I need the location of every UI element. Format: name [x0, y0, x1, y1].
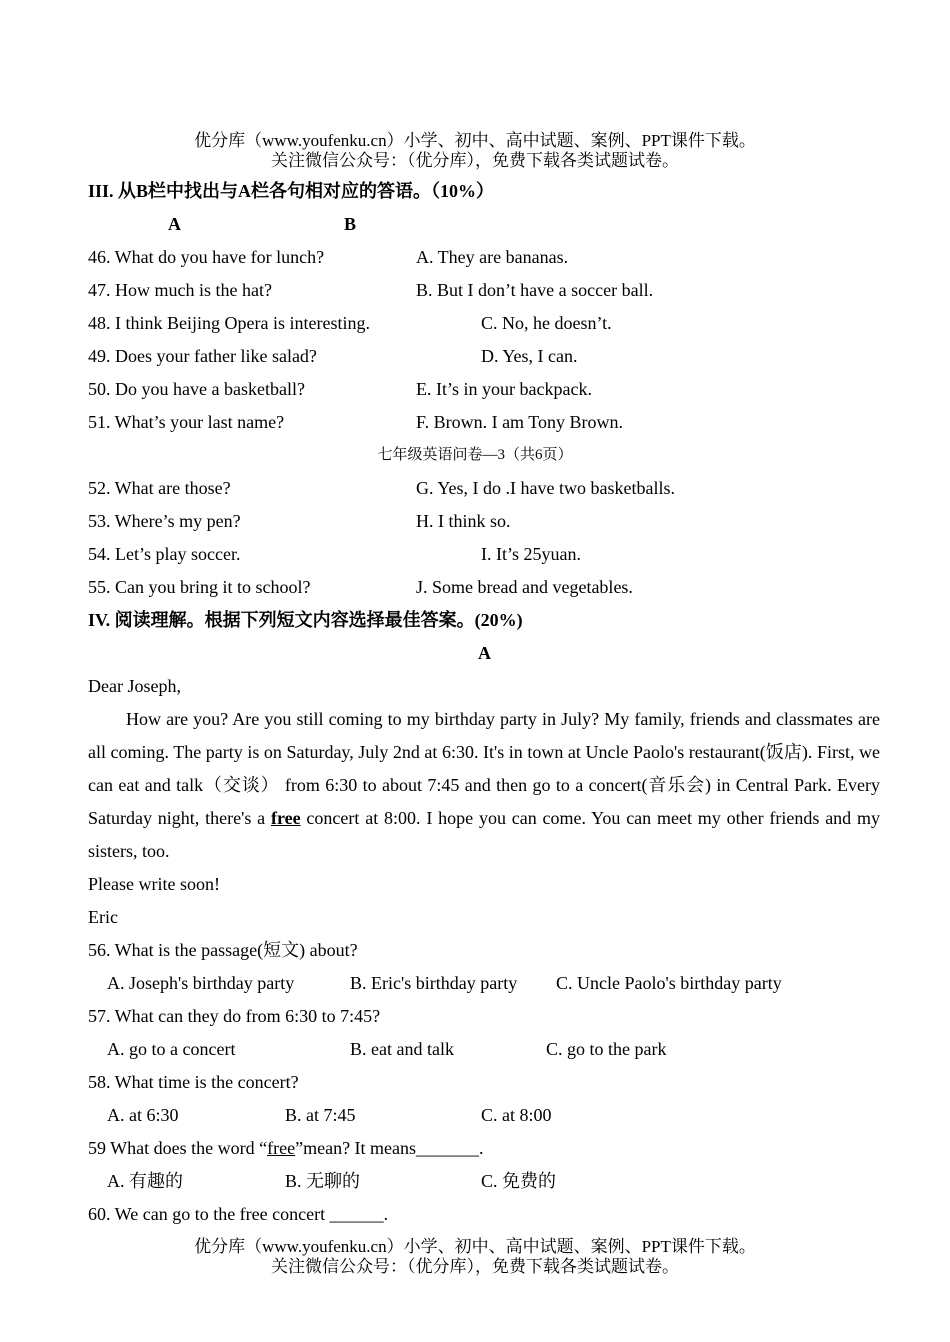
question-56: 56. What is the passage(短文) about?: [88, 940, 358, 960]
match-answer-a: A. They are bananas.: [416, 247, 569, 267]
match-answer-f: F. Brown. I am Tony Brown.: [416, 412, 623, 432]
letter-body: [88, 703, 880, 868]
passage-label: A: [478, 643, 491, 663]
column-a-header: A: [168, 214, 181, 234]
match-question-50: 50. Do you have a basketball?: [88, 379, 305, 399]
match-answer-g: G. Yes, I do .I have two basketballs.: [416, 478, 675, 498]
match-question-46: 46. What do you have for lunch?: [88, 247, 325, 267]
question-59: [88, 1137, 484, 1159]
question-60: 60. We can go to the free concert ______.: [88, 1204, 389, 1224]
match-question-49: 49. Does your father like salad?: [88, 346, 317, 366]
letter-greeting: Dear Joseph,: [88, 676, 181, 696]
match-answer-c: C. No, he doesn’t.: [481, 313, 612, 333]
q59-option-b: B. 无聊的: [285, 1171, 361, 1191]
match-answer-b: B. But I don’t have a soccer ball.: [416, 280, 654, 300]
q57-option-b: B. eat and talk: [350, 1039, 454, 1059]
letter-body-part-2: concert at 8:00. I hope you can come. You can meet my other friends and my sisters, too.: [88, 808, 881, 861]
match-answer-d: D. Yes, I can.: [481, 346, 578, 366]
section-4-title: IV. 阅读理解。根据下列短文内容选择最佳答案。(20%): [88, 610, 523, 630]
q59-option-c: C. 免费的: [481, 1171, 557, 1191]
match-answer-h: H. I think so.: [416, 511, 511, 531]
page-footer: 七年级英语问卷—3（共6页）: [377, 447, 573, 463]
match-question-55: 55. Can you bring it to school?: [88, 577, 311, 597]
q56-option-a: A. Joseph's birthday party: [107, 973, 295, 993]
free-word: free: [270, 808, 301, 828]
q56-option-b: B. Eric's birthday party: [350, 973, 518, 993]
match-question-47: 47. How much is the hat?: [88, 280, 272, 300]
q57-option-c: C. go to the park: [546, 1039, 667, 1059]
q56-option-c: C. Uncle Paolo's birthday party: [556, 973, 782, 993]
match-question-53: 53. Where’s my pen?: [88, 511, 241, 531]
question-58: 58. What time is the concert?: [88, 1072, 299, 1092]
letter-body-part-1: How are you? Are you still coming to my birthday party in July? My family, friends and classmates are all coming. The party is on Saturday, July 2nd at 6:30. It's in town at Uncle Paolo's restaurant(饭店). First, we can eat and talk（交谈） from 6:30 to about 7:45 and then go to a concert(音乐会) in Central Park. Every Saturday night, there's a: [88, 709, 880, 828]
column-b-header: B: [344, 214, 357, 234]
q59-text-post: ”mean? It means_______.: [295, 1138, 484, 1158]
q58-option-a: A. at 6:30: [107, 1105, 179, 1125]
letter-closing: Please write soon!: [88, 874, 220, 894]
q59-option-a: A. 有趣的: [107, 1171, 183, 1191]
q58-option-c: C. at 8:00: [481, 1105, 552, 1125]
match-answer-e: E. It’s in your backpack.: [416, 379, 592, 399]
q59-free-word: free: [267, 1138, 296, 1158]
q59-text-pre: 59 What does the word “: [88, 1138, 268, 1158]
header-line-1: 优分库（www.youfenku.cn）小学、初中、高中试题、案例、PPT课件下载。: [194, 131, 756, 150]
header-line-2: 关注微信公众号：（优分库），免费下载各类试题试卷。: [271, 151, 679, 170]
letter-signature: Eric: [88, 907, 118, 927]
match-answer-j: J. Some bread and vegetables.: [416, 577, 633, 597]
match-question-52: 52. What are those?: [88, 478, 231, 498]
section-3-title: III. 从B栏中找出与A栏各句相对应的答语。（10%）: [88, 181, 495, 201]
footer-line-1: 优分库（www.youfenku.cn）小学、初中、高中试题、案例、PPT课件下载。: [194, 1237, 756, 1256]
match-question-51: 51. What’s your last name?: [88, 412, 285, 432]
match-question-54: 54. Let’s play soccer.: [88, 544, 241, 564]
match-question-48: 48. I think Beijing Opera is interesting.: [88, 313, 370, 333]
match-answer-i: I. It’s 25yuan.: [481, 544, 581, 564]
footer-line-2: 关注微信公众号：（优分库），免费下载各类试题试卷。: [271, 1257, 679, 1276]
q57-option-a: A. go to a concert: [107, 1039, 236, 1059]
q58-option-b: B. at 7:45: [285, 1105, 356, 1125]
question-57: 57. What can they do from 6:30 to 7:45?: [88, 1006, 381, 1026]
